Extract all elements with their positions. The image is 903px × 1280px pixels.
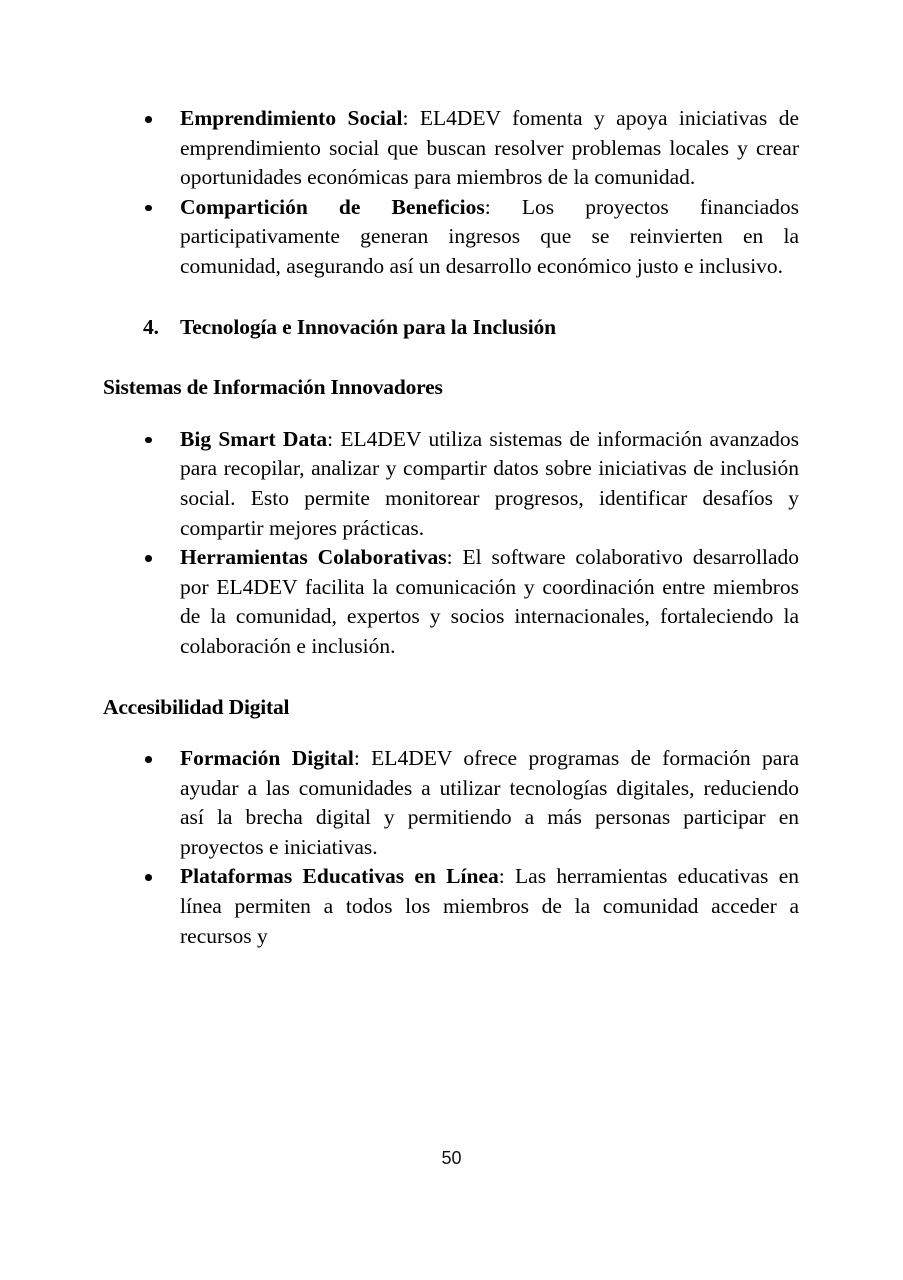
list-item bbox=[103, 193, 799, 282]
list-item-body: EL4DEV utiliza sistemas de información avanzados para recopilar, analizar y compartir datos sobre iniciativas de inclusión social. Esto permite monitorear progresos, identificar desafíos y compartir mejores prácticas. bbox=[180, 426, 799, 540]
list-item-lead: Compartición de Beneficios bbox=[180, 194, 485, 219]
list-item bbox=[103, 862, 799, 951]
subsection-heading-information-systems: Sistemas de Información Innovadores bbox=[103, 375, 443, 400]
list-item bbox=[103, 104, 799, 193]
list-item bbox=[103, 744, 799, 862]
list-item-separator: : bbox=[327, 426, 341, 451]
list-item-paragraph bbox=[180, 425, 799, 543]
bullet-list-digital-accessibility bbox=[103, 744, 799, 951]
bullet-point-icon bbox=[145, 437, 152, 444]
bullet-list-information-systems bbox=[103, 425, 799, 662]
list-item-paragraph bbox=[180, 543, 799, 661]
list-item-body: EL4DEV ofrece programas de formación para ayudar a las comunidades a utilizar tecnologías digitales, reduciendo así la brecha digital y permitiendo a más personas participar en proyectos e iniciativas. bbox=[180, 746, 799, 859]
subsection-heading-digital-accessibility: Accesibilidad Digital bbox=[103, 694, 290, 719]
page-number: 50 bbox=[441, 1148, 462, 1168]
list-item-body: El software colaborativo desarrollado por EL4DEV facilita la comunicación y coordinación entre miembros de la comunidad, expertos y socios internacionales, fortaleciendo la colaboración e inclusión. bbox=[180, 545, 799, 658]
section-heading-title: Tecnología e Innovación para la Inclusión bbox=[180, 314, 556, 339]
bullet-point-icon bbox=[145, 116, 152, 123]
list-item-lead: Herramientas Colaborativas bbox=[180, 545, 447, 570]
page-content bbox=[103, 104, 799, 951]
list-item-separator: : bbox=[353, 746, 372, 771]
bullet-point-icon bbox=[145, 205, 152, 212]
list-item-body: EL4DEV fomenta y apoya iniciativas de emprendimiento social que buscan resolver problemas locales y crear oportunidades económicas para miembros de la comunidad. bbox=[180, 106, 799, 190]
list-item-separator: : bbox=[484, 194, 522, 219]
list-item-body: Las herramientas educativas en línea permiten a todos los miembros de la comunidad acceder a recursos y bbox=[180, 864, 799, 948]
list-item-lead: Big Smart Data bbox=[180, 426, 328, 451]
list-item-paragraph bbox=[180, 862, 799, 951]
list-item bbox=[103, 543, 799, 661]
bullet-point-icon bbox=[145, 555, 152, 562]
list-item-paragraph bbox=[180, 104, 799, 193]
list-item-paragraph bbox=[180, 193, 799, 282]
list-item bbox=[103, 425, 799, 543]
list-item-separator: : bbox=[498, 864, 516, 889]
spacer bbox=[103, 403, 799, 425]
list-item-paragraph bbox=[180, 744, 799, 862]
bullet-list-social-economy bbox=[103, 104, 799, 282]
bullet-point-icon bbox=[145, 874, 152, 881]
list-item-body: Los proyectos financiados participativamente generan ingresos que se reinvierten en la comunidad, asegurando así un desarrollo económico justo e inclusivo. bbox=[180, 194, 799, 278]
numbered-section-heading bbox=[103, 313, 799, 343]
bullet-point-icon bbox=[145, 756, 152, 763]
list-item-lead: Emprendimiento Social bbox=[180, 106, 403, 130]
spacer bbox=[103, 722, 799, 744]
list-item-separator: : bbox=[402, 106, 420, 130]
list-item-lead: Plataformas Educativas en Línea bbox=[180, 864, 499, 889]
section-number: 4. bbox=[143, 314, 159, 339]
list-item-lead: Formación Digital bbox=[180, 746, 354, 771]
list-item-separator: : bbox=[446, 545, 463, 570]
